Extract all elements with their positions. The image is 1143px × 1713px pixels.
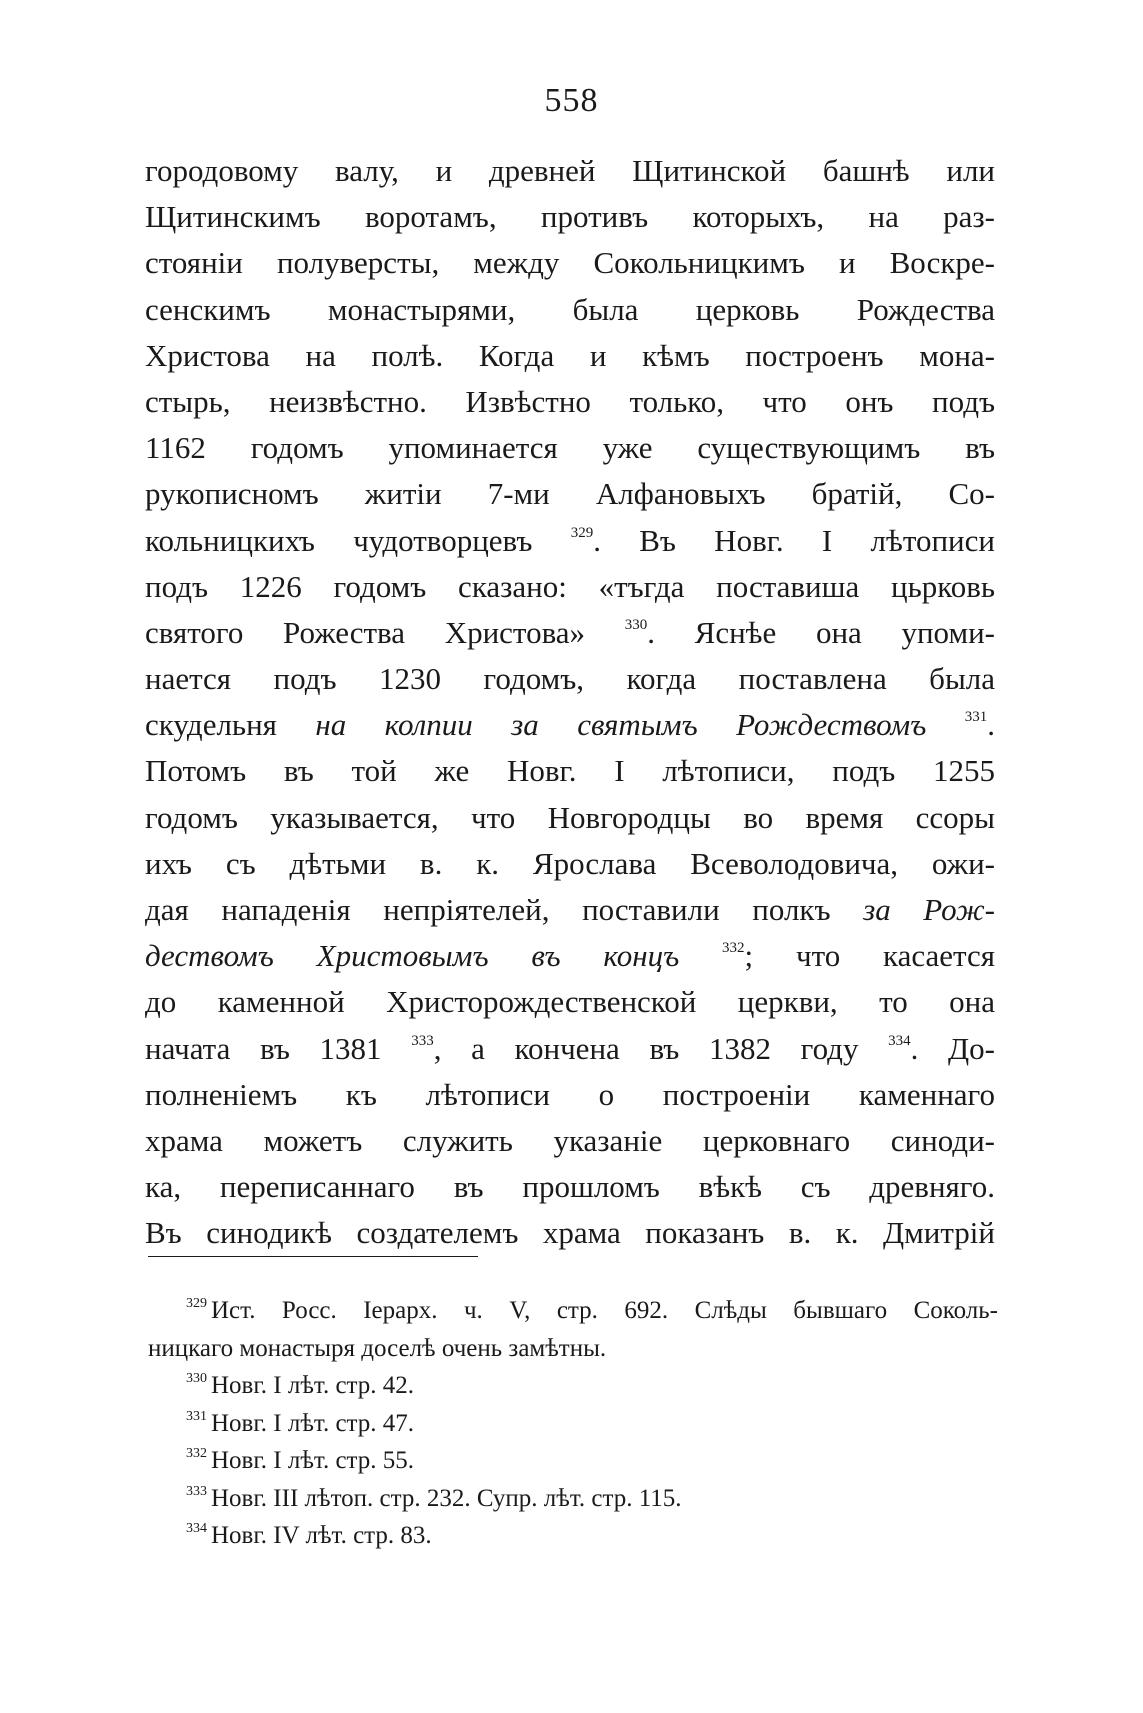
footnote-text: Новг. I лѣт. стр. 42. [211, 1372, 415, 1399]
footnote-number: 329 [186, 1296, 207, 1311]
footnote-number: 333 [186, 1483, 207, 1499]
footnote-ref-332[interactable]: 332 [722, 940, 745, 957]
footnote-332 [186, 1442, 998, 1480]
footnote-ref-334[interactable]: 334 [888, 1032, 911, 1049]
text-line: Въ синодикѣ создателемъ храма показанъ в. к. Дмитрій [145, 1215, 995, 1251]
footnote-number: 331 [186, 1408, 207, 1424]
italic-quote: на колпии за святымъ Рождествомъ [315, 707, 927, 743]
footnote-text: Новг. IV лѣт. стр. 83. [211, 1522, 432, 1549]
text-line: Щитинскимъ воротамъ, противъ которыхъ, на раз- [145, 199, 995, 235]
text-line: годомъ указывается, что Новгородцы во время ссоры [145, 799, 995, 835]
italic-quote: за Рож- [863, 892, 995, 927]
text-segment: . Яснѣе она упоми- [647, 614, 995, 650]
text-segment: . Въ Новг. I лѣтописи [593, 522, 995, 558]
text-line: ка, переписаннаго въ прошломъ вѣкѣ съ древняго. [145, 1169, 995, 1205]
text-segment: . [987, 707, 995, 743]
text-segment: , а кончена въ 1382 году [433, 1030, 859, 1066]
footnote-text: Новг. I лѣт. стр. 55. [211, 1447, 415, 1474]
text-line: нается подъ 1230 годомъ, когда поставлена была [145, 661, 995, 697]
footnote-329-continuation: ницкаго монастыря доселѣ очень замѣтны. [148, 1334, 607, 1362]
footnote-331 [186, 1405, 998, 1443]
text-line: подъ 1226 годомъ сказано: «тъгда поставиша цьрковь [145, 568, 995, 604]
text-segment: . До- [910, 1030, 995, 1066]
text-line [145, 933, 995, 979]
text-segment: святого Рожества Христова» [145, 614, 586, 650]
footnote-ref-333[interactable]: 333 [411, 1032, 434, 1049]
text-line: рукописномъ житіи 7-ми Алфановыхъ братій, Со- [145, 476, 995, 512]
text-line: Христова на полѣ. Когда и кѣмъ построенъ мона- [145, 337, 995, 373]
text-line: храма можетъ служить указаніе церковнаго синоди- [145, 1122, 995, 1158]
footnote-333 [186, 1480, 998, 1518]
text-segment: кольницкихъ чудотворцевъ [145, 522, 533, 558]
main-text [145, 148, 995, 1257]
text-segment: дая нападенія непріятелей, поставили полкъ [145, 892, 831, 927]
text-line: Потомъ въ той же Новг. I лѣтописи, подъ 1255 [145, 753, 995, 789]
footnote-330 [186, 1367, 998, 1405]
text-line: стырь, неизвѣстно. Извѣстно только, что онъ подъ [145, 383, 995, 419]
footnote-334 [186, 1517, 998, 1555]
text-line [145, 1026, 995, 1072]
text-line: до каменной Христорождественской церкви, то она [145, 984, 995, 1020]
footnote-number: 330 [186, 1371, 207, 1386]
text-line: сенскимъ монастырями, была церковь Рождества [145, 291, 995, 327]
footnotes [148, 1292, 998, 1555]
footnote-number: 332 [186, 1446, 207, 1461]
footnote-divider [148, 1256, 478, 1257]
text-segment: начата въ 1381 [145, 1030, 382, 1066]
footnote-ref-331[interactable]: 331 [964, 709, 988, 726]
text-line [145, 518, 995, 564]
footnote-number: 334 [186, 1521, 207, 1536]
footnote-ref-330[interactable]: 330 [624, 616, 648, 633]
text-line [145, 887, 995, 933]
text-line: 1162 годомъ упоминается уже существующимъ въ [145, 430, 995, 466]
page-number: 558 [544, 82, 599, 119]
footnote-text: Новг. III лѣтоп. стр. 232. Супр. лѣт. стр. 115. [211, 1484, 682, 1512]
text-line [145, 610, 995, 656]
text-segment: ; что касается [744, 938, 995, 974]
italic-quote: дествомъ Христовымъ въ концъ [145, 938, 680, 974]
footnote-text: Ист. Росс. Іерарх. ч. V, стр. 692. Слѣды бывшаго Соколь- [211, 1297, 998, 1324]
text-line: стояніи полуверсты, между Сокольницкимъ и Воскре- [145, 245, 995, 281]
footnote-ref-329[interactable]: 329 [570, 524, 594, 541]
text-line: полненіемъ къ лѣтописи о построеніи каменнаго [145, 1076, 995, 1112]
footnote-329 [186, 1292, 998, 1330]
text-line [145, 702, 995, 748]
text-line: ихъ съ дѣтьми в. к. Ярослава Всеволодовича, ожи- [145, 845, 995, 881]
footnote-text: Новг. I лѣт. стр. 47. [211, 1409, 415, 1437]
text-segment: скудельня [145, 707, 277, 743]
text-line: городовому валу, и древней Щитинской башнѣ или [145, 153, 995, 188]
